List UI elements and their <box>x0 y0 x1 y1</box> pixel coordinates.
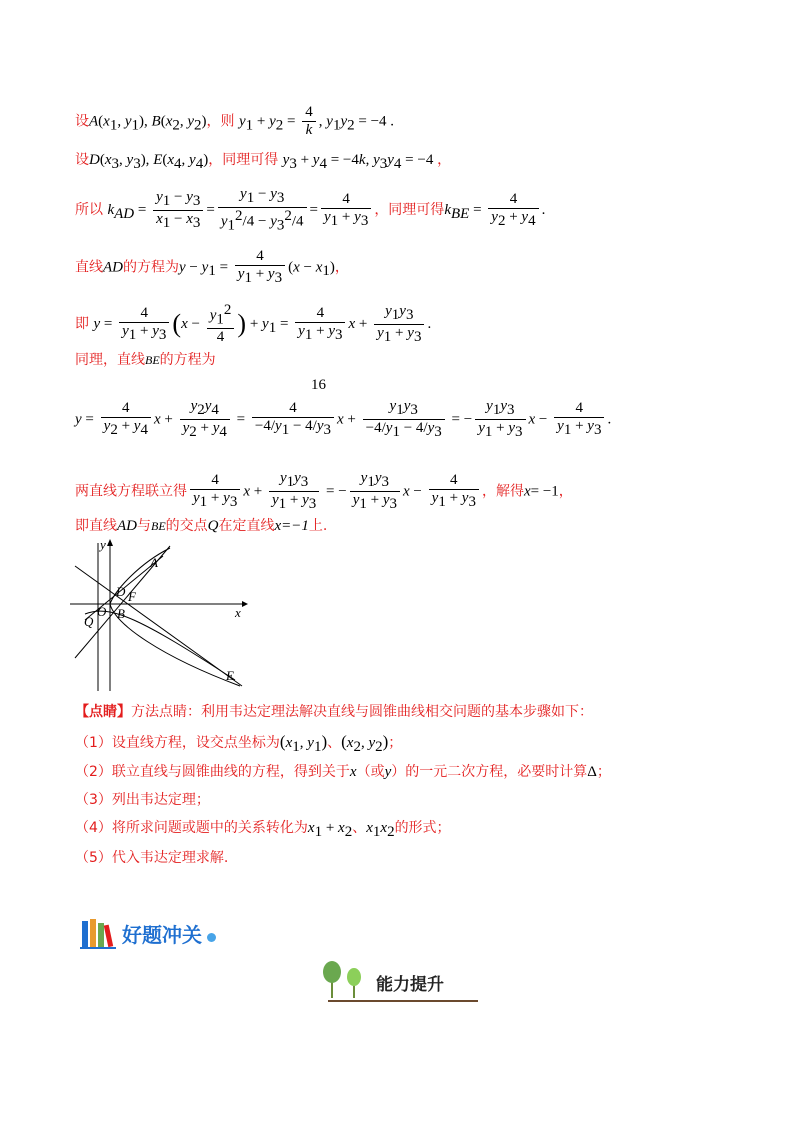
text: 与 <box>137 518 151 534</box>
banner-title: 能力提升 <box>376 975 444 995</box>
line-7: y = $\frac{4}{y_2 + y_4}$ x + $\frac{y_2y_4}{y_2 + y_4}$ = $\frac{4}{-4/y_1 - 4/y_3}$ x + $\frac{y_1y_3}{-4/y_1 - 4/y_3}$ = − $\frac{y_1y_3}{y_1 + y_3}$ x − $\frac{4}{y_1 + y_3}$ . <box>75 398 612 440</box>
text: ，同理可得 <box>374 202 445 219</box>
text: （4）将所求问题或题中的关系转化为 <box>75 820 308 836</box>
text: （3）列出韦达定理； <box>75 792 210 808</box>
line-8: 两直线方程联立得 $\frac{4}{y_1 + y_3}$ x + $\frac{y_1y_3}{y_1 + y_3}$ = − $\frac{y_1y_3}{y_1 + y_3}$ x − $\frac{4}{y_1 + y_3}$ ，解得x= −1， <box>75 470 573 512</box>
line-6 <box>75 350 216 370</box>
text: 在定直线 <box>218 518 275 534</box>
sprout-icon <box>318 960 368 1000</box>
label-O: O <box>97 604 107 619</box>
text: 即直线 <box>75 518 117 534</box>
line-7-top: 16 <box>311 377 326 393</box>
label-D: D <box>116 584 126 599</box>
banner-title: 好题冲关 <box>122 922 202 947</box>
text: 、 <box>352 820 367 836</box>
math-label: x=−1 <box>274 518 309 534</box>
text: 所以 <box>75 202 103 219</box>
text: （或 <box>356 764 385 780</box>
dot-icon <box>207 933 216 942</box>
text: 的交点 <box>165 518 208 534</box>
text: 设 <box>75 113 89 130</box>
text: 、 <box>327 735 342 751</box>
math-label: BE <box>151 519 166 533</box>
label-F: F <box>128 589 136 604</box>
text: 同理，直线 <box>75 352 145 368</box>
text: ； <box>388 735 403 751</box>
label-B: B <box>117 606 125 621</box>
math-label: BE <box>145 353 160 367</box>
line-5: 即 y = $\frac{4}{y_1 + y_3}$ (x − $\frac{y_1^2}{4}$ ) + $y_1$ = $\frac{4}{y_1 + y_3}$ x + $\frac{y_1y_3}{y_1 + y_3}$ . <box>75 302 432 346</box>
math-label: AD <box>103 259 123 276</box>
section-banner-ability <box>318 960 478 1004</box>
line-3: 所以 $k_{AD}$ = $\frac{y_1 - y_3}{x_1 - x_3}$ = $\frac{y_1 - y_3}{y_1^2/4 - y_3^2/4}$ = $\frac{4}{y_1 + y_3}$ ，同理可得$k_{BE}$ = $\frac{4}{y_2 + y_4}$ . <box>75 186 546 234</box>
label-y: y <box>100 538 106 552</box>
text: ，则 <box>206 113 235 130</box>
text: （5）代入韦达定理求解. <box>75 850 229 866</box>
tips-step-4: （4）将所求问题或题中的关系转化为$x_1 + x_2$、$x_1x_2$的形式； <box>75 820 451 840</box>
text: 即 <box>75 316 89 333</box>
math: A <box>89 113 99 130</box>
text: 的形式； <box>394 820 451 836</box>
text: （1）设直线方程，设交点坐标为 <box>75 735 280 751</box>
text: 的方程为 <box>123 259 179 276</box>
text: ）的一元二次方程，必要时计算 <box>391 764 588 780</box>
tips-title: 【点睛】 <box>75 704 131 720</box>
tips-intro: 方法点睛：利用韦达定理法解决直线与圆锥曲线相交问题的基本步骤如下： <box>131 704 593 720</box>
label-E: E <box>226 668 234 683</box>
banner-underline <box>328 1000 478 1002</box>
text: 设 <box>75 152 89 168</box>
math-label: AD <box>117 518 137 534</box>
line-9 <box>75 516 327 536</box>
label-Q: Q <box>84 614 94 629</box>
math-label: Δ <box>587 764 597 780</box>
math-label: Q <box>207 518 219 534</box>
tips-step-1: （1）设直线方程，设交点坐标为($x_1$, $y_1$)、($x_2$, $y_2$)； <box>75 732 403 755</box>
math-label: y <box>384 764 392 780</box>
label-x: x <box>235 605 241 620</box>
tips-step-5 <box>75 848 228 868</box>
tips-step-2 <box>75 762 611 782</box>
text: ，解得 <box>481 483 524 500</box>
tips-title-line <box>75 702 593 722</box>
text: （2）联立直线与圆锥曲线的方程，得到关于 <box>75 764 350 780</box>
text: ； <box>596 764 611 780</box>
geometry-figure <box>70 538 250 693</box>
text: 上. <box>308 518 328 534</box>
line-1: 设$A(x_1$, $y_1$), $B(x_2$, $y_2$)，则 $y_1 + y_2$ = $\frac{4}{k}$ , $y_1y_2 = -4$ . <box>75 104 395 138</box>
line-4: 直线AD的方程为$y - y_1$ = $\frac{4}{y_1 + y_3}$ $(x - x_1)$， <box>75 248 349 286</box>
books-icon <box>80 917 120 949</box>
text: ，同理可得 <box>208 152 279 168</box>
section-banner-good-problems <box>80 916 216 950</box>
text: 的方程为 <box>159 352 216 368</box>
text: 两直线方程联立得 <box>75 483 187 500</box>
label-A: A <box>150 555 158 570</box>
math-label: x <box>349 764 357 780</box>
line-2: 设$D(x_3$, $y_3$), $E(x_4$, $y_4$)，同理可得 $y_3 + y_4 = -4k$, $y_3y_4 = -4$ ， <box>75 152 452 172</box>
tips-step-3 <box>75 790 210 810</box>
text: 直线 <box>75 259 103 276</box>
